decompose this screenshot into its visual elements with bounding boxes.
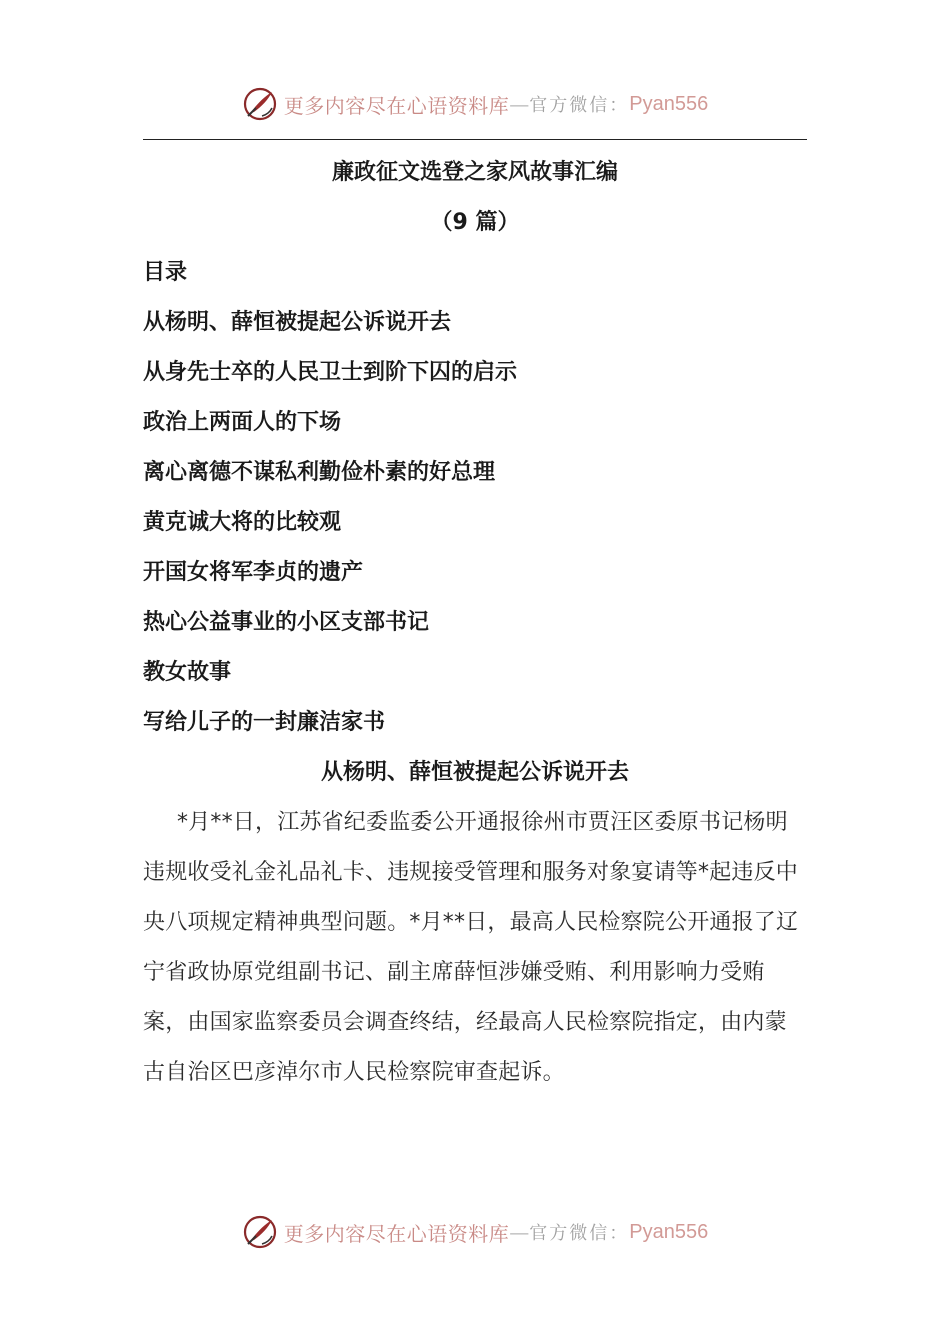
document-title: 廉政征文选登之家风故事汇编	[331, 160, 618, 185]
toc-item: 从杨明、薛恒被提起公诉说开去	[143, 310, 452, 335]
header-banner	[0, 82, 950, 126]
banner-text: 更多内容尽在心语资料库	[283, 93, 510, 118]
toc-item: 热心公益事业的小区支部书记	[143, 610, 430, 635]
section-title: 从杨明、薛恒被提起公诉说开去	[320, 760, 629, 785]
header-divider	[143, 139, 807, 140]
toc-item: 写给儿子的一封廉洁家书	[143, 710, 386, 735]
toc-item: 教女故事	[143, 660, 232, 685]
quill-logo-icon	[242, 1214, 278, 1250]
banner-weixin-id: Pyan556	[629, 1220, 709, 1243]
table-of-contents	[143, 298, 807, 748]
toc-item: 开国女将军李贞的遗产	[143, 560, 364, 585]
banner-weixin-label: 官方微信：	[529, 95, 630, 116]
banner-dash: —	[509, 92, 530, 116]
banner-weixin-id: Pyan556	[629, 92, 709, 115]
quill-logo-icon	[242, 86, 278, 122]
toc-item: 黄克诚大将的比较观	[143, 510, 342, 535]
toc-item: 离心离德不谋私利勤俭朴素的好总理	[143, 460, 496, 485]
footer-banner	[0, 1210, 950, 1254]
toc-heading: 目录	[143, 260, 188, 285]
document-subtitle: （9 篇）	[430, 210, 520, 235]
toc-item: 从身先士卒的人民卫士到阶下囚的启示	[143, 360, 518, 385]
body-paragraph: *月**日，江苏省纪委监委公开通报徐州市贾汪区委原书记杨明违规收受礼金礼品礼卡、违规接受管理和服务对象宴请等*起违反中央八项规定精神典型问题。*月**日，最高人民检察院公开通报了辽宁省政协原党组副书记、副主席薛恒涉嫌受贿、利用影响力受贿案，由国家监察委员会调查终结，经最高人民检察院指定，由内蒙古自治区巴彦淖尔市人民检察院审查起诉。	[143, 810, 799, 1085]
banner-text: 更多内容尽在心语资料库	[283, 1221, 510, 1246]
toc-item: 政治上两面人的下场	[143, 410, 342, 435]
banner-weixin-label: 官方微信：	[529, 1223, 630, 1244]
banner-dash: —	[509, 1220, 530, 1244]
document-body	[143, 148, 807, 1098]
